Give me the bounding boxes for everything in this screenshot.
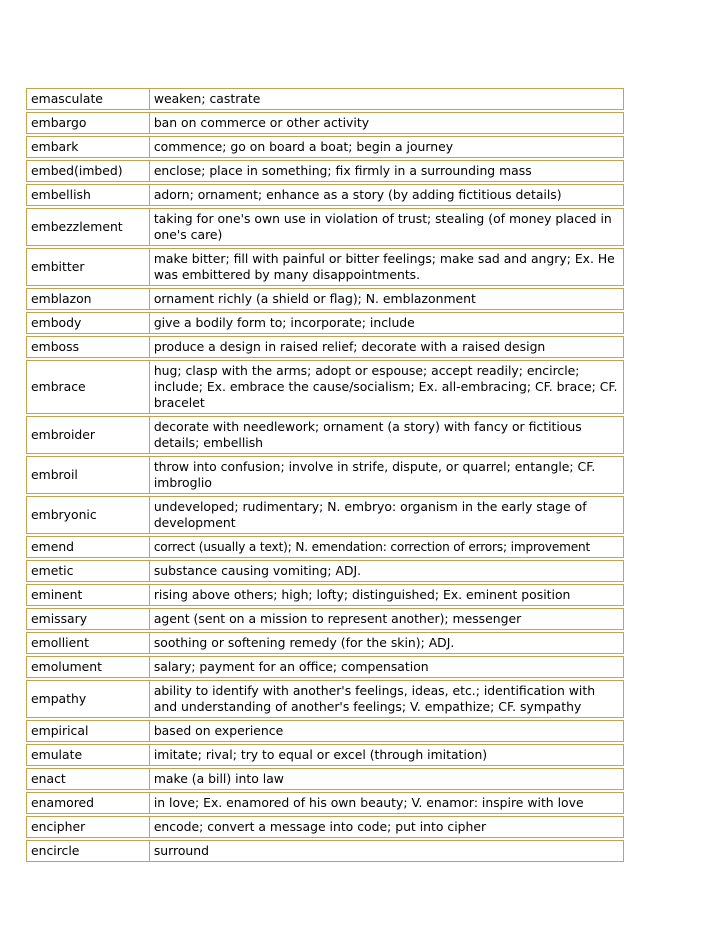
word-cell: embezzlement xyxy=(26,208,149,246)
definition-cell: encode; convert a message into code; put into cipher xyxy=(149,816,624,838)
word-cell: emolument xyxy=(26,656,149,678)
definition-cell: undeveloped; rudimentary; N. embryo: organism in the early stage of development xyxy=(149,496,624,534)
word-cell: emblazon xyxy=(26,288,149,310)
word-cell: embark xyxy=(26,136,149,158)
definition-cell: decorate with needlework; ornament (a story) with fancy or fictitious details; embellish xyxy=(149,416,624,454)
definition-cell: correct (usually a text); N. emendation: correction of errors; improvement xyxy=(149,536,624,558)
table-row xyxy=(26,744,624,766)
table-row xyxy=(26,560,624,582)
definition-cell: enclose; place in something; fix firmly in a surrounding mass xyxy=(149,160,624,182)
definition-cell: make bitter; fill with painful or bitter feelings; make sad and angry; Ex. He was embittered by many disappointments. xyxy=(149,248,624,286)
word-cell: enact xyxy=(26,768,149,790)
table-row xyxy=(26,416,624,454)
table-row xyxy=(26,496,624,534)
definition-cell: in love; Ex. enamored of his own beauty; V. enamor: inspire with love xyxy=(149,792,624,814)
word-cell: embryonic xyxy=(26,496,149,534)
word-cell: encipher xyxy=(26,816,149,838)
definition-cell: produce a design in raised relief; decorate with a raised design xyxy=(149,336,624,358)
word-cell: emissary xyxy=(26,608,149,630)
definition-cell: ornament richly (a shield or flag); N. emblazonment xyxy=(149,288,624,310)
definition-cell: adorn; ornament; enhance as a story (by adding fictitious details) xyxy=(149,184,624,206)
definition-cell: give a bodily form to; incorporate; include xyxy=(149,312,624,334)
table-row xyxy=(26,248,624,286)
table-row xyxy=(26,632,624,654)
table-row xyxy=(26,584,624,606)
table-row xyxy=(26,720,624,742)
word-cell: emetic xyxy=(26,560,149,582)
table-row xyxy=(26,816,624,838)
word-cell: embroil xyxy=(26,456,149,494)
word-cell: emollient xyxy=(26,632,149,654)
table-row xyxy=(26,312,624,334)
word-cell: embed(imbed) xyxy=(26,160,149,182)
table-row xyxy=(26,768,624,790)
definition-cell: substance causing vomiting; ADJ. xyxy=(149,560,624,582)
word-cell: emend xyxy=(26,536,149,558)
word-cell: emboss xyxy=(26,336,149,358)
table-row xyxy=(26,136,624,158)
word-cell: emulate xyxy=(26,744,149,766)
table-row xyxy=(26,840,624,862)
table-row xyxy=(26,792,624,814)
definition-cell: ban on commerce or other activity xyxy=(149,112,624,134)
table-row xyxy=(26,456,624,494)
definition-cell: taking for one's own use in violation of trust; stealing (of money placed in one's care) xyxy=(149,208,624,246)
definition-cell: soothing or softening remedy (for the skin); ADJ. xyxy=(149,632,624,654)
definition-cell: surround xyxy=(149,840,624,862)
word-cell: embargo xyxy=(26,112,149,134)
definition-cell: commence; go on board a boat; begin a journey xyxy=(149,136,624,158)
definition-cell: salary; payment for an office; compensation xyxy=(149,656,624,678)
definition-cell: weaken; castrate xyxy=(149,88,624,110)
word-cell: embitter xyxy=(26,248,149,286)
table-row xyxy=(26,680,624,718)
word-cell: embrace xyxy=(26,360,149,414)
definition-cell: agent (sent on a mission to represent another); messenger xyxy=(149,608,624,630)
definition-cell: ability to identify with another's feelings, ideas, etc.; identification with and understanding of another's feelings; V. empathize; CF. sympathy xyxy=(149,680,624,718)
word-cell: emasculate xyxy=(26,88,149,110)
table-row xyxy=(26,288,624,310)
definition-cell: make (a bill) into law xyxy=(149,768,624,790)
table-row xyxy=(26,160,624,182)
definition-cell: rising above others; high; lofty; distinguished; Ex. eminent position xyxy=(149,584,624,606)
definition-cell: hug; clasp with the arms; adopt or espouse; accept readily; encircle; include; Ex. embrace the cause/socialism; Ex. all-embracing; CF. brace; CF. bracelet xyxy=(149,360,624,414)
word-cell: empirical xyxy=(26,720,149,742)
definition-cell: throw into confusion; involve in strife, dispute, or quarrel; entangle; CF. imbroglio xyxy=(149,456,624,494)
word-cell: embody xyxy=(26,312,149,334)
table-row xyxy=(26,536,624,558)
word-cell: enamored xyxy=(26,792,149,814)
table-row xyxy=(26,184,624,206)
table-row xyxy=(26,656,624,678)
table-row xyxy=(26,88,624,110)
word-cell: empathy xyxy=(26,680,149,718)
word-cell: embroider xyxy=(26,416,149,454)
word-cell: eminent xyxy=(26,584,149,606)
table-row xyxy=(26,112,624,134)
definition-cell: based on experience xyxy=(149,720,624,742)
vocabulary-table xyxy=(26,86,624,864)
definition-cell: imitate; rival; try to equal or excel (through imitation) xyxy=(149,744,624,766)
table-row xyxy=(26,208,624,246)
word-cell: encircle xyxy=(26,840,149,862)
word-cell: embellish xyxy=(26,184,149,206)
table-row xyxy=(26,360,624,414)
table-row xyxy=(26,608,624,630)
table-row xyxy=(26,336,624,358)
